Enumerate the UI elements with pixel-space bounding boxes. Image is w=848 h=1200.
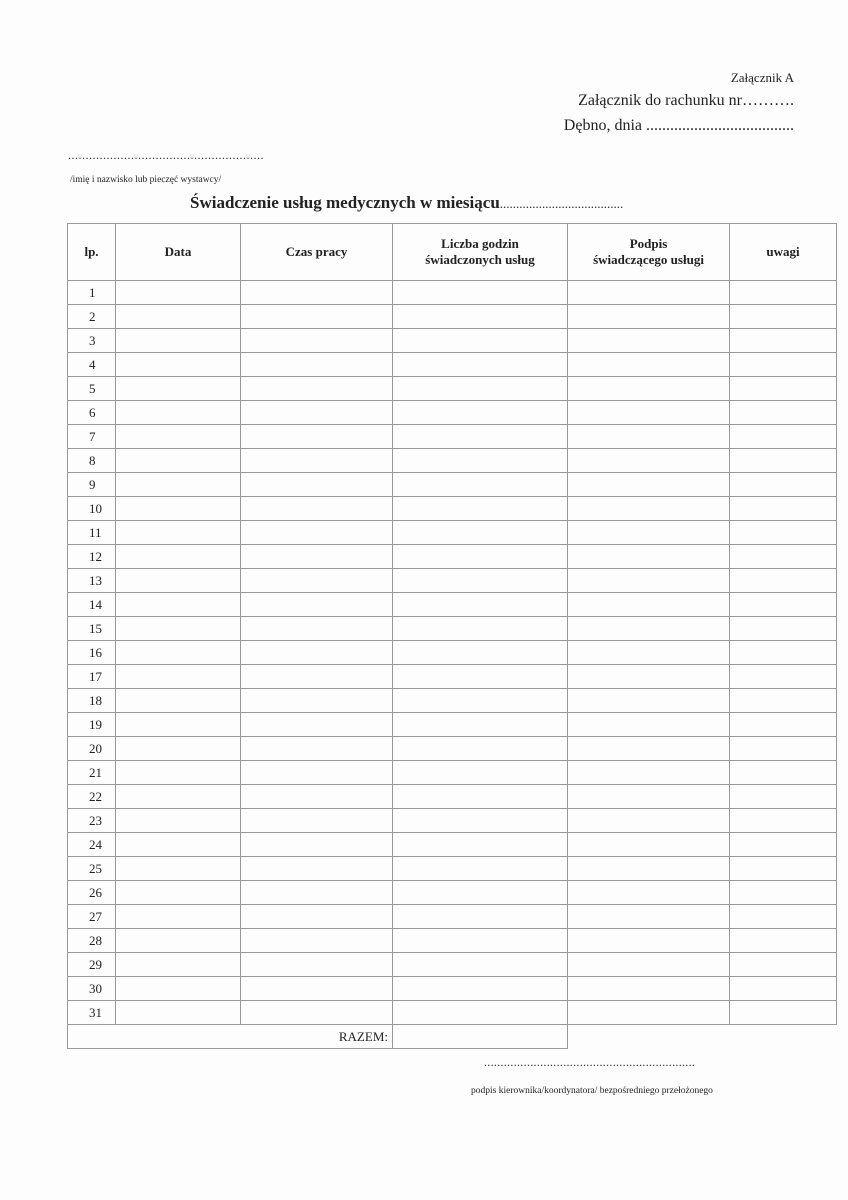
cell-date [116,281,241,305]
cell-signature [568,545,730,569]
table-row [68,665,837,689]
cell-hours [393,713,568,737]
table-header-row [68,224,837,281]
table-row [68,881,837,905]
cell-date [116,857,241,881]
column-header-hours: Liczba godzin świadczonych usług [393,224,568,281]
row-number: 1 [68,281,116,305]
issuer-caption: /imię i nazwisko lub pieczęć wystawcy/ [70,175,222,185]
cell-work-time [241,905,393,929]
cell-date [116,593,241,617]
cell-notes [730,497,837,521]
issuer-name-field: ........................................................ [68,148,264,162]
cell-date [116,617,241,641]
table-row [68,425,837,449]
invoice-annex-number: Załącznik do rachunku nr………. [578,92,794,109]
cell-notes [730,857,837,881]
row-number: 29 [68,953,116,977]
cell-work-time [241,473,393,497]
total-label: RAZEM: [68,1025,393,1049]
cell-date [116,929,241,953]
cell-date [116,353,241,377]
cell-work-time [241,761,393,785]
cell-hours [393,1001,568,1025]
cell-hours [393,281,568,305]
column-header-lp: lp. [68,224,116,281]
table-row [68,473,837,497]
row-number: 7 [68,425,116,449]
cell-notes [730,617,837,641]
cell-hours [393,569,568,593]
row-number: 11 [68,521,116,545]
cell-work-time [241,425,393,449]
row-number: 26 [68,881,116,905]
cell-notes [730,785,837,809]
cell-date [116,1001,241,1025]
cell-notes [730,881,837,905]
cell-work-time [241,1001,393,1025]
cell-notes [730,329,837,353]
cell-signature [568,425,730,449]
row-number: 10 [68,497,116,521]
table-row [68,929,837,953]
table-row [68,545,837,569]
service-table [67,223,837,1049]
cell-hours [393,833,568,857]
cell-date [116,905,241,929]
column-header-work-time: Czas pracy [241,224,393,281]
row-number: 2 [68,305,116,329]
cell-signature [568,449,730,473]
cell-signature [568,929,730,953]
cell-date [116,545,241,569]
cell-work-time [241,377,393,401]
cell-work-time [241,881,393,905]
cell-date [116,977,241,1001]
cell-notes [730,305,837,329]
cell-signature [568,353,730,377]
cell-work-time [241,401,393,425]
cell-date [116,785,241,809]
row-number: 5 [68,377,116,401]
total-row-spacer [568,1025,837,1049]
cell-notes [730,809,837,833]
cell-notes [730,665,837,689]
cell-date [116,809,241,833]
cell-work-time [241,713,393,737]
table-row [68,329,837,353]
cell-signature [568,329,730,353]
cell-hours [393,905,568,929]
row-number: 18 [68,689,116,713]
cell-signature [568,833,730,857]
table-row [68,689,837,713]
place-date: Dębno, dnia ..................................... [563,117,794,134]
table-row [68,281,837,305]
row-number: 16 [68,641,116,665]
cell-notes [730,641,837,665]
cell-signature [568,905,730,929]
cell-work-time [241,305,393,329]
cell-hours [393,809,568,833]
row-number: 31 [68,1001,116,1025]
row-number: 24 [68,833,116,857]
row-number: 22 [68,785,116,809]
cell-signature [568,569,730,593]
cell-hours [393,377,568,401]
cell-date [116,953,241,977]
cell-notes [730,521,837,545]
cell-date [116,377,241,401]
cell-date [116,449,241,473]
cell-signature [568,785,730,809]
table-row [68,497,837,521]
cell-date [116,881,241,905]
cell-hours [393,665,568,689]
cell-signature [568,1001,730,1025]
cell-work-time [241,545,393,569]
cell-notes [730,689,837,713]
cell-notes [730,977,837,1001]
cell-date [116,641,241,665]
cell-signature [568,689,730,713]
table-row [68,641,837,665]
cell-notes [730,569,837,593]
row-number: 19 [68,713,116,737]
table-row [68,857,837,881]
cell-hours [393,761,568,785]
cell-date [116,497,241,521]
cell-signature [568,617,730,641]
cell-hours [393,593,568,617]
cell-notes [730,1001,837,1025]
table-row [68,809,837,833]
cell-hours [393,497,568,521]
cell-work-time [241,569,393,593]
row-number: 23 [68,809,116,833]
cell-hours [393,641,568,665]
cell-work-time [241,953,393,977]
table-row [68,593,837,617]
cell-signature [568,881,730,905]
table-row [68,785,837,809]
table-row [68,713,837,737]
row-number: 9 [68,473,116,497]
cell-hours [393,953,568,977]
cell-signature [568,713,730,737]
cell-signature [568,665,730,689]
row-number: 27 [68,905,116,929]
cell-signature [568,305,730,329]
row-number: 6 [68,401,116,425]
table-row [68,305,837,329]
cell-notes [730,905,837,929]
cell-notes [730,425,837,449]
row-number: 28 [68,929,116,953]
cell-work-time [241,737,393,761]
cell-date [116,473,241,497]
cell-hours [393,689,568,713]
month-field: ...................................... [499,196,624,211]
total-row [68,1025,837,1049]
table-row [68,953,837,977]
cell-date [116,305,241,329]
supervisor-signature-caption: podpis kierownika/koordynatora/ bezpośredniego przełożonego [471,1086,713,1096]
cell-date [116,401,241,425]
table-body [68,281,837,1049]
cell-notes [730,473,837,497]
cell-notes [730,713,837,737]
column-header-date: Data [116,224,241,281]
cell-hours [393,977,568,1001]
cell-work-time [241,281,393,305]
cell-work-time [241,329,393,353]
cell-notes [730,953,837,977]
cell-signature [568,521,730,545]
cell-notes [730,281,837,305]
cell-work-time [241,857,393,881]
cell-hours [393,737,568,761]
cell-hours [393,329,568,353]
table-row [68,449,837,473]
cell-date [116,737,241,761]
cell-hours [393,545,568,569]
table-row [68,1001,837,1025]
cell-date [116,689,241,713]
row-number: 30 [68,977,116,1001]
cell-work-time [241,833,393,857]
table-row [68,569,837,593]
cell-hours [393,857,568,881]
cell-date [116,665,241,689]
column-header-signature: Podpis świadczącego usługi [568,224,730,281]
cell-signature [568,281,730,305]
cell-hours [393,929,568,953]
table-row [68,377,837,401]
cell-work-time [241,593,393,617]
cell-notes [730,377,837,401]
cell-work-time [241,977,393,1001]
cell-hours [393,305,568,329]
table-row [68,521,837,545]
cell-notes [730,833,837,857]
cell-work-time [241,521,393,545]
row-number: 15 [68,617,116,641]
cell-hours [393,353,568,377]
cell-notes [730,761,837,785]
cell-hours [393,881,568,905]
cell-work-time [241,497,393,521]
cell-hours [393,617,568,641]
row-number: 8 [68,449,116,473]
cell-work-time [241,665,393,689]
total-hours-cell [393,1025,568,1049]
row-number: 4 [68,353,116,377]
row-number: 13 [68,569,116,593]
cell-signature [568,737,730,761]
cell-signature [568,857,730,881]
annex-label: Załącznik A [730,70,794,85]
cell-date [116,569,241,593]
cell-hours [393,473,568,497]
table-row [68,737,837,761]
table-row [68,761,837,785]
table-row [68,353,837,377]
row-number: 14 [68,593,116,617]
cell-work-time [241,929,393,953]
cell-notes [730,545,837,569]
row-number: 12 [68,545,116,569]
cell-work-time [241,809,393,833]
cell-hours [393,449,568,473]
row-number: 21 [68,761,116,785]
cell-work-time [241,353,393,377]
cell-work-time [241,689,393,713]
cell-date [116,761,241,785]
cell-date [116,425,241,449]
cell-notes [730,929,837,953]
table-row [68,905,837,929]
table-row [68,833,837,857]
cell-notes [730,737,837,761]
cell-signature [568,593,730,617]
cell-signature [568,401,730,425]
cell-signature [568,497,730,521]
cell-signature [568,641,730,665]
cell-work-time [241,449,393,473]
row-number: 25 [68,857,116,881]
cell-hours [393,401,568,425]
cell-work-time [241,617,393,641]
cell-hours [393,521,568,545]
cell-date [116,713,241,737]
cell-work-time [241,785,393,809]
cell-work-time [241,641,393,665]
cell-date [116,833,241,857]
cell-signature [568,761,730,785]
row-number: 17 [68,665,116,689]
cell-signature [568,377,730,401]
cell-signature [568,953,730,977]
form-title [190,193,623,213]
table-row [68,401,837,425]
cell-notes [730,449,837,473]
cell-hours [393,785,568,809]
form-title-text: Świadczenie usług medycznych w miesiącu [190,193,500,212]
column-header-notes: uwagi [730,224,837,281]
cell-signature [568,977,730,1001]
cell-date [116,521,241,545]
supervisor-signature-field: ................................................................ [484,1055,696,1069]
cell-notes [730,593,837,617]
cell-notes [730,401,837,425]
cell-signature [568,809,730,833]
cell-hours [393,425,568,449]
row-number: 3 [68,329,116,353]
row-number: 20 [68,737,116,761]
table-row [68,617,837,641]
table-row [68,977,837,1001]
cell-signature [568,473,730,497]
cell-date [116,329,241,353]
cell-notes [730,353,837,377]
